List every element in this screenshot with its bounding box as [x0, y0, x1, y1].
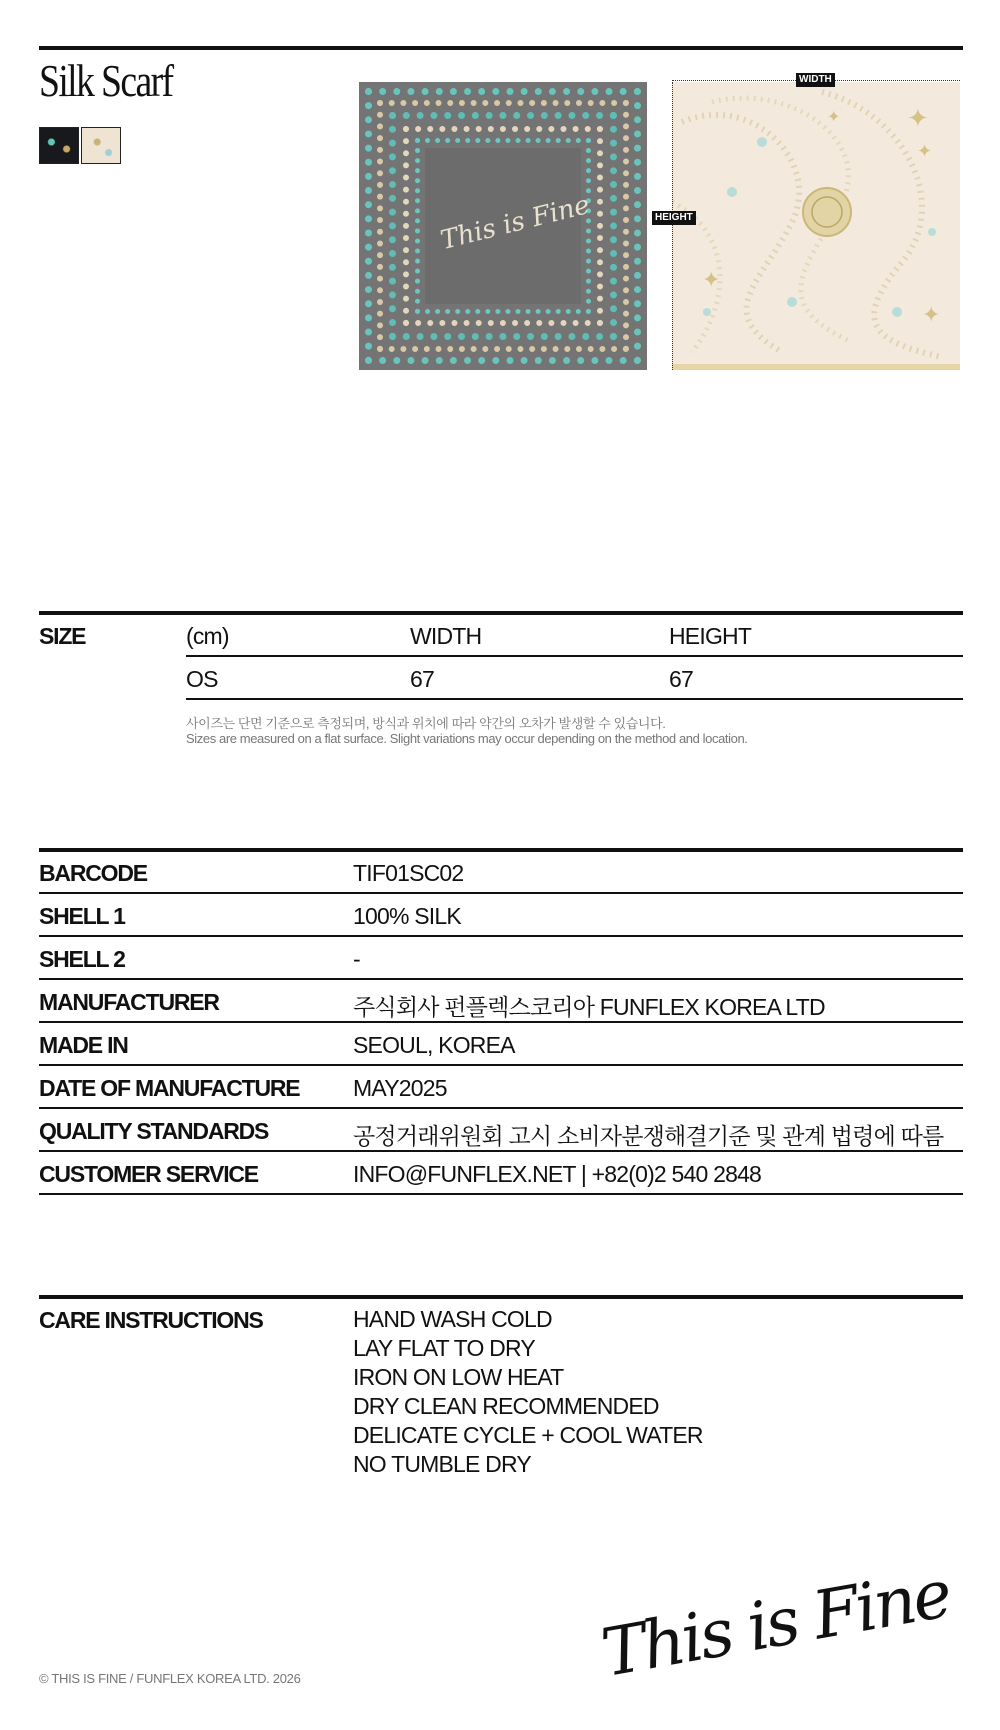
- size-label: SIZE: [39, 623, 86, 649]
- size-header-unit: (cm): [186, 623, 229, 649]
- scarf-logo-script: This is Fine: [437, 190, 593, 256]
- spec-value-manufacturer: 주식회사 펀플렉스코리아 FUNFLEX KOREA LTD: [353, 994, 825, 1020]
- care-label: CARE INSTRUCTIONS: [39, 1307, 263, 1333]
- spec-divider: [39, 935, 963, 937]
- spec-value-shell1: 100% SILK: [353, 903, 461, 929]
- spec-value-date: MAY2025: [353, 1075, 447, 1101]
- scarf-image-front: [359, 82, 647, 370]
- care-item: NO TUMBLE DRY: [353, 1451, 531, 1477]
- spec-label-made-in: MADE IN: [39, 1032, 128, 1058]
- scarf-pattern: [672, 82, 960, 364]
- care-item: LAY FLAT TO DRY: [353, 1335, 535, 1361]
- care-item: IRON ON LOW HEAT: [353, 1364, 564, 1390]
- spec-label-quality: QUALITY STANDARDS: [39, 1118, 269, 1144]
- size-section-rule: [39, 611, 963, 615]
- spec-divider: [39, 892, 963, 894]
- size-row-width: 67: [410, 666, 434, 692]
- size-header-height: HEIGHT: [669, 623, 752, 649]
- size-divider: [186, 655, 963, 657]
- spec-value-quality: 공정거래위원회 고시 소비자분쟁해결기준 및 관계 법령에 따름: [353, 1123, 944, 1149]
- spec-divider: [39, 1193, 963, 1195]
- spec-divider: [39, 1021, 963, 1023]
- care-section-rule: [39, 1295, 963, 1299]
- spec-value-shell2: -: [353, 946, 360, 972]
- size-note-korean: 사이즈는 단면 기준으로 측정되며, 방식과 위치에 따라 약간의 오차가 발생할 수 있습니다.: [186, 716, 666, 731]
- size-row-label: OS: [186, 666, 218, 692]
- height-dimension-line: [672, 82, 673, 370]
- size-note-english: Sizes are measured on a flat surface. Slight variations may occur depending on the method and location.: [186, 731, 748, 746]
- care-item: DRY CLEAN RECOMMENDED: [353, 1393, 659, 1419]
- height-tag: HEIGHT: [652, 211, 696, 225]
- care-item: HAND WASH COLD: [353, 1306, 552, 1332]
- spec-label-barcode: BARCODE: [39, 860, 147, 886]
- scarf-image-measure: [672, 82, 960, 370]
- width-tag: WIDTH: [796, 73, 835, 87]
- care-list: [353, 1305, 703, 1479]
- spec-divider: [39, 1064, 963, 1066]
- specs-section-rule: [39, 848, 963, 852]
- svg-text:✦: ✦: [702, 268, 721, 293]
- spec-divider: [39, 1150, 963, 1152]
- color-swatch-black[interactable]: [39, 127, 79, 164]
- top-rule: [39, 46, 963, 50]
- size-row-height: 67: [669, 666, 693, 692]
- spec-label-date: DATE OF MANUFACTURE: [39, 1075, 300, 1101]
- copyright-text: © THIS IS FINE / FUNFLEX KOREA LTD. 2026: [39, 1671, 301, 1686]
- svg-text:✦: ✦: [922, 303, 941, 328]
- product-title: Silk Scarf: [39, 55, 173, 106]
- svg-text:✦: ✦: [917, 141, 933, 162]
- size-header-width: WIDTH: [410, 623, 482, 649]
- spec-value-barcode: TIF01SC02: [353, 860, 464, 886]
- spec-label-customer-service: CUSTOMER SERVICE: [39, 1161, 258, 1187]
- spec-divider: [39, 978, 963, 980]
- brand-signature-logo: This is Fine: [595, 1555, 955, 1692]
- spec-label-manufacturer: MANUFACTURER: [39, 989, 219, 1015]
- svg-text:✦: ✦: [907, 104, 929, 134]
- spec-value-made-in: SEOUL, KOREA: [353, 1032, 515, 1058]
- color-swatch-beige[interactable]: [81, 127, 121, 164]
- care-item: DELICATE CYCLE + COOL WATER: [353, 1422, 703, 1448]
- spec-label-shell2: SHELL 2: [39, 946, 125, 972]
- spec-divider: [39, 1107, 963, 1109]
- spec-label-shell1: SHELL 1: [39, 903, 125, 929]
- svg-text:✦: ✦: [827, 107, 841, 126]
- spec-value-customer-service[interactable]: INFO@FUNFLEX.NET | +82(0)2 540 2848: [353, 1161, 762, 1187]
- size-divider-bottom: [186, 698, 963, 700]
